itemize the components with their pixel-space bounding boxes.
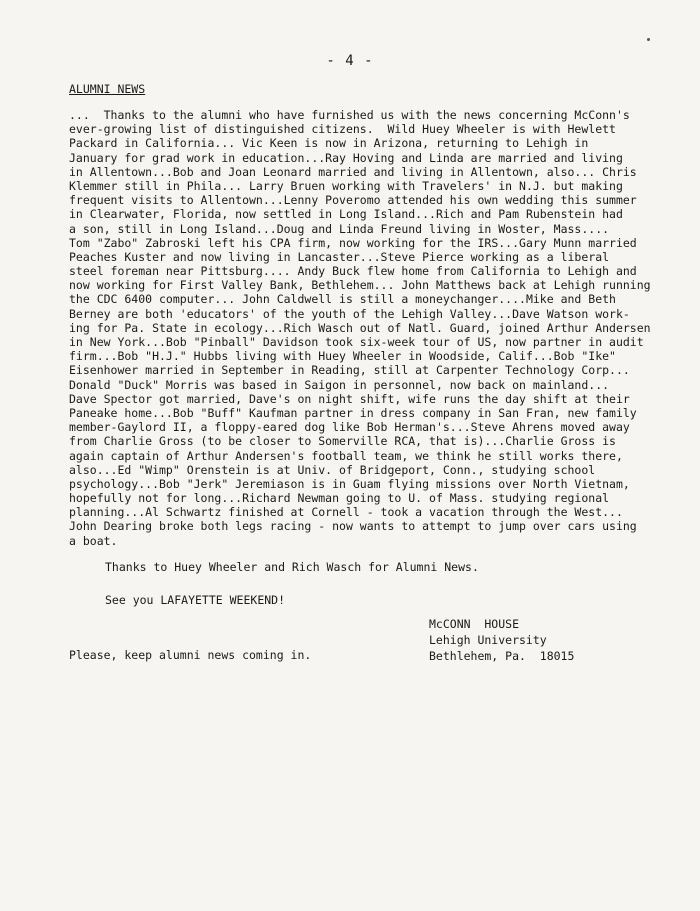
body-line: now working for First Valley Bank, Bethlehem... John Matthews back at Lehigh running bbox=[69, 278, 651, 293]
body-line: also...Ed "Wimp" Orenstein is at Univ. of Bridgeport, Conn., studying school bbox=[69, 462, 596, 477]
body-line: steel foreman near Pittsburg.... Andy Buck flew home from California to Lehigh and bbox=[69, 264, 637, 279]
body-line: Eisenhower married in September in Reading, still at Carpenter Technology Corp... bbox=[69, 363, 630, 378]
return-address bbox=[429, 616, 574, 664]
closing-line: Please, keep alumni news coming in. bbox=[69, 648, 312, 662]
body-line: Dave Spector got married, Dave's on night shift, wife runs the day shift at their bbox=[69, 391, 630, 406]
scan-speck bbox=[647, 38, 650, 41]
body-line: again captain of Arthur Andersen's football team, we think he still works there, bbox=[69, 448, 623, 463]
body-line: ing for Pa. State in ecology...Rich Wasch out of Natl. Guard, joined Arthur Andersen bbox=[69, 320, 651, 335]
address-line: McCONN HOUSE bbox=[429, 617, 520, 631]
body-line: from Charlie Gross (to be closer to Somerville RCA, that is)...Charlie Gross is bbox=[69, 434, 616, 449]
body-line: Berney are both 'educators' of the youth of the Lehigh Valley...Dave Watson work- bbox=[69, 306, 630, 321]
body-line: Paneake home...Bob "Buff" Kaufman partner in dress company in San Fran, new family bbox=[69, 405, 637, 420]
body-line: frequent visits to Allentown...Lenny Poveromo attended his own wedding this summer bbox=[69, 193, 637, 208]
body-line: planning...Al Schwartz finished at Cornell - took a vacation through the West... bbox=[69, 505, 623, 520]
address-line: Lehigh University bbox=[429, 633, 547, 647]
thanks-line: Thanks to Huey Wheeler and Rich Wasch for Alumni News. bbox=[105, 560, 479, 574]
body-line: in New York...Bob "Pinball" Davidson took six-week tour of US, now partner in audit bbox=[69, 335, 644, 349]
body-line: Klemmer still in Phila... Larry Bruen working with Travelers' in N.J. but making bbox=[69, 178, 623, 193]
body-line: ever-growing list of distinguished citizens. Wild Huey Wheeler is with Hewlett bbox=[69, 122, 616, 137]
body-line: John Dearing broke both legs racing - now wants to attempt to jump over cars using bbox=[69, 519, 637, 534]
news-body bbox=[69, 108, 651, 548]
page-number: - 4 - bbox=[326, 53, 374, 69]
body-line: a son, still in Long Island...Doug and Linda Freund living in Woster, Mass.... bbox=[69, 221, 610, 236]
body-line: Packard in California... Vic Keen is now in Arizona, returning to Lehigh in bbox=[69, 136, 589, 151]
section-heading: ALUMNI NEWS bbox=[69, 82, 146, 96]
body-line: firm...Bob "H.J." Hubbs living with Huey Wheeler in Woodside, Calif...Bob "Ike" bbox=[69, 349, 616, 364]
body-line: in Allentown...Bob and Joan Leonard married and living in Allentown, also... Chris bbox=[69, 164, 637, 179]
address-line: Bethlehem, Pa. 18015 bbox=[429, 649, 575, 663]
body-line: member-Gaylord II, a floppy-eared dog like Bob Herman's...Steve Ahrens moved away bbox=[69, 420, 630, 435]
body-line: January for grad work in education...Ray Hoving and Linda are married and living bbox=[69, 150, 623, 165]
body-line: Tom "Zabo" Zabroski left his CPA firm, now working for the IRS...Gary Munn married bbox=[69, 235, 637, 250]
body-line: ... Thanks to the alumni who have furnished us with the news concerning McConn's bbox=[69, 108, 630, 122]
body-line: Donald "Duck" Morris was based in Saigon in personnel, now back on mainland... bbox=[69, 377, 610, 392]
body-line: in Clearwater, Florida, now settled in Long Island...Rich and Pam Rubenstein had bbox=[69, 207, 623, 222]
body-line: a boat. bbox=[69, 533, 118, 548]
body-line: the CDC 6400 computer... John Caldwell is still a moneychanger....Mike and Beth bbox=[69, 292, 616, 307]
body-line: Peaches Kuster and now living in Lancaster...Steve Pierce working as a liberal bbox=[69, 249, 610, 264]
body-line: psychology...Bob "Jerk" Jeremiason is in Guam flying missions over North Vietnam, bbox=[69, 476, 630, 491]
see-you-line: See you LAFAYETTE WEEKEND! bbox=[105, 593, 286, 607]
body-line: hopefully not for long...Richard Newman going to U. of Mass. studying regional bbox=[69, 491, 610, 506]
